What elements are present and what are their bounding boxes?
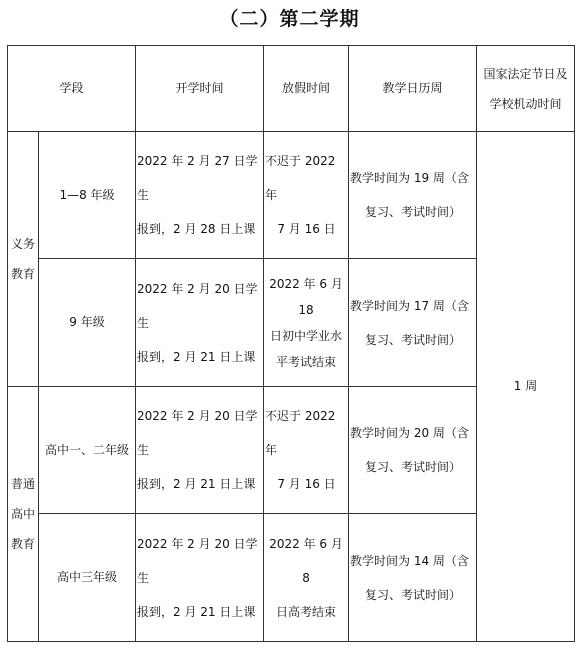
start-line2: 报到，2 月 21 日上课 [137, 349, 256, 364]
start-line1: 2022 年 2 月 20 日学生 [137, 281, 258, 330]
start-time-cell [136, 387, 264, 514]
vacation-line1: 不迟于 2022 年 [265, 409, 336, 457]
header-holidays [477, 46, 575, 132]
header-row [8, 46, 575, 132]
holiday-value-cell: 1 周 [477, 132, 575, 642]
header-vacation-time: 放假时间 [264, 46, 349, 132]
vacation-line3: 平考试结束 [276, 354, 337, 369]
calendar-line2: 复习、考试时间） [365, 205, 462, 219]
vacation-line2: 日高考结束 [276, 604, 337, 619]
vacation-line1: 不迟于 2022 年 [265, 154, 336, 202]
start-line2: 报到，2 月 21 日上课 [137, 604, 256, 619]
group-label-line3: 教育 [10, 537, 35, 551]
group-label-line1: 义务 [10, 237, 35, 251]
vacation-line2: 7 月 16 日 [277, 222, 336, 236]
start-line2: 报到，2 月 28 日上课 [137, 222, 256, 236]
vacation-time-cell [264, 514, 349, 642]
grade-cell: 高中三年级 [39, 514, 136, 642]
vacation-time-cell [264, 132, 349, 259]
calendar-line1: 教学时间为 20 周（含 [350, 426, 469, 440]
semester-schedule-table [7, 45, 575, 642]
header-holidays-line1: 国家法定节日及 [483, 66, 568, 81]
calendar-line2: 复习、考试时间） [365, 332, 462, 347]
start-line1: 2022 年 2 月 20 日学生 [137, 409, 258, 457]
header-holidays-line2: 学校机动时间 [489, 96, 562, 111]
calendar-line2: 复习、考试时间） [365, 460, 462, 474]
calendar-line1: 教学时间为 19 周（含 [350, 171, 469, 185]
group-label-line1: 普通 [10, 477, 35, 491]
teaching-calendar-cell [349, 514, 477, 642]
start-time-cell [136, 132, 264, 259]
start-line1: 2022 年 2 月 27 日学生 [137, 154, 258, 202]
page-title: （二）第二学期 [219, 8, 360, 30]
teaching-calendar-cell [349, 259, 477, 387]
header-stage: 学段 [8, 46, 136, 132]
group-compulsory-education [8, 132, 39, 387]
header-start-time: 开学时间 [136, 46, 264, 132]
start-line2: 报到，2 月 21 日上课 [137, 477, 256, 491]
vacation-line1: 2022 年 6 月 18 [269, 276, 343, 317]
grade-cell: 1—8 年级 [39, 132, 136, 259]
start-time-cell [136, 259, 264, 387]
group-high-school-education [8, 387, 39, 642]
teaching-calendar-cell [349, 387, 477, 514]
table-row [8, 132, 575, 259]
grade-cell: 9 年级 [39, 259, 136, 387]
calendar-line1: 教学时间为 14 周（含 [350, 553, 469, 568]
header-teaching-calendar: 教学日历周 [349, 46, 477, 132]
start-line1: 2022 年 2 月 20 日学生 [137, 536, 258, 585]
vacation-line2: 7 月 16 日 [277, 477, 336, 491]
start-time-cell [136, 514, 264, 642]
vacation-line1: 2022 年 6 月 8 [269, 536, 343, 585]
vacation-time-cell [264, 387, 349, 514]
vacation-time-cell [264, 259, 349, 387]
grade-cell: 高中一、二年级 [39, 387, 136, 514]
vacation-line2: 日初中学业水 [270, 328, 343, 343]
calendar-line2: 复习、考试时间） [365, 587, 462, 602]
calendar-line1: 教学时间为 17 周（含 [350, 298, 469, 313]
group-label-line2: 高中 [10, 507, 35, 521]
group-label-line2: 教育 [10, 267, 35, 281]
teaching-calendar-cell [349, 132, 477, 259]
